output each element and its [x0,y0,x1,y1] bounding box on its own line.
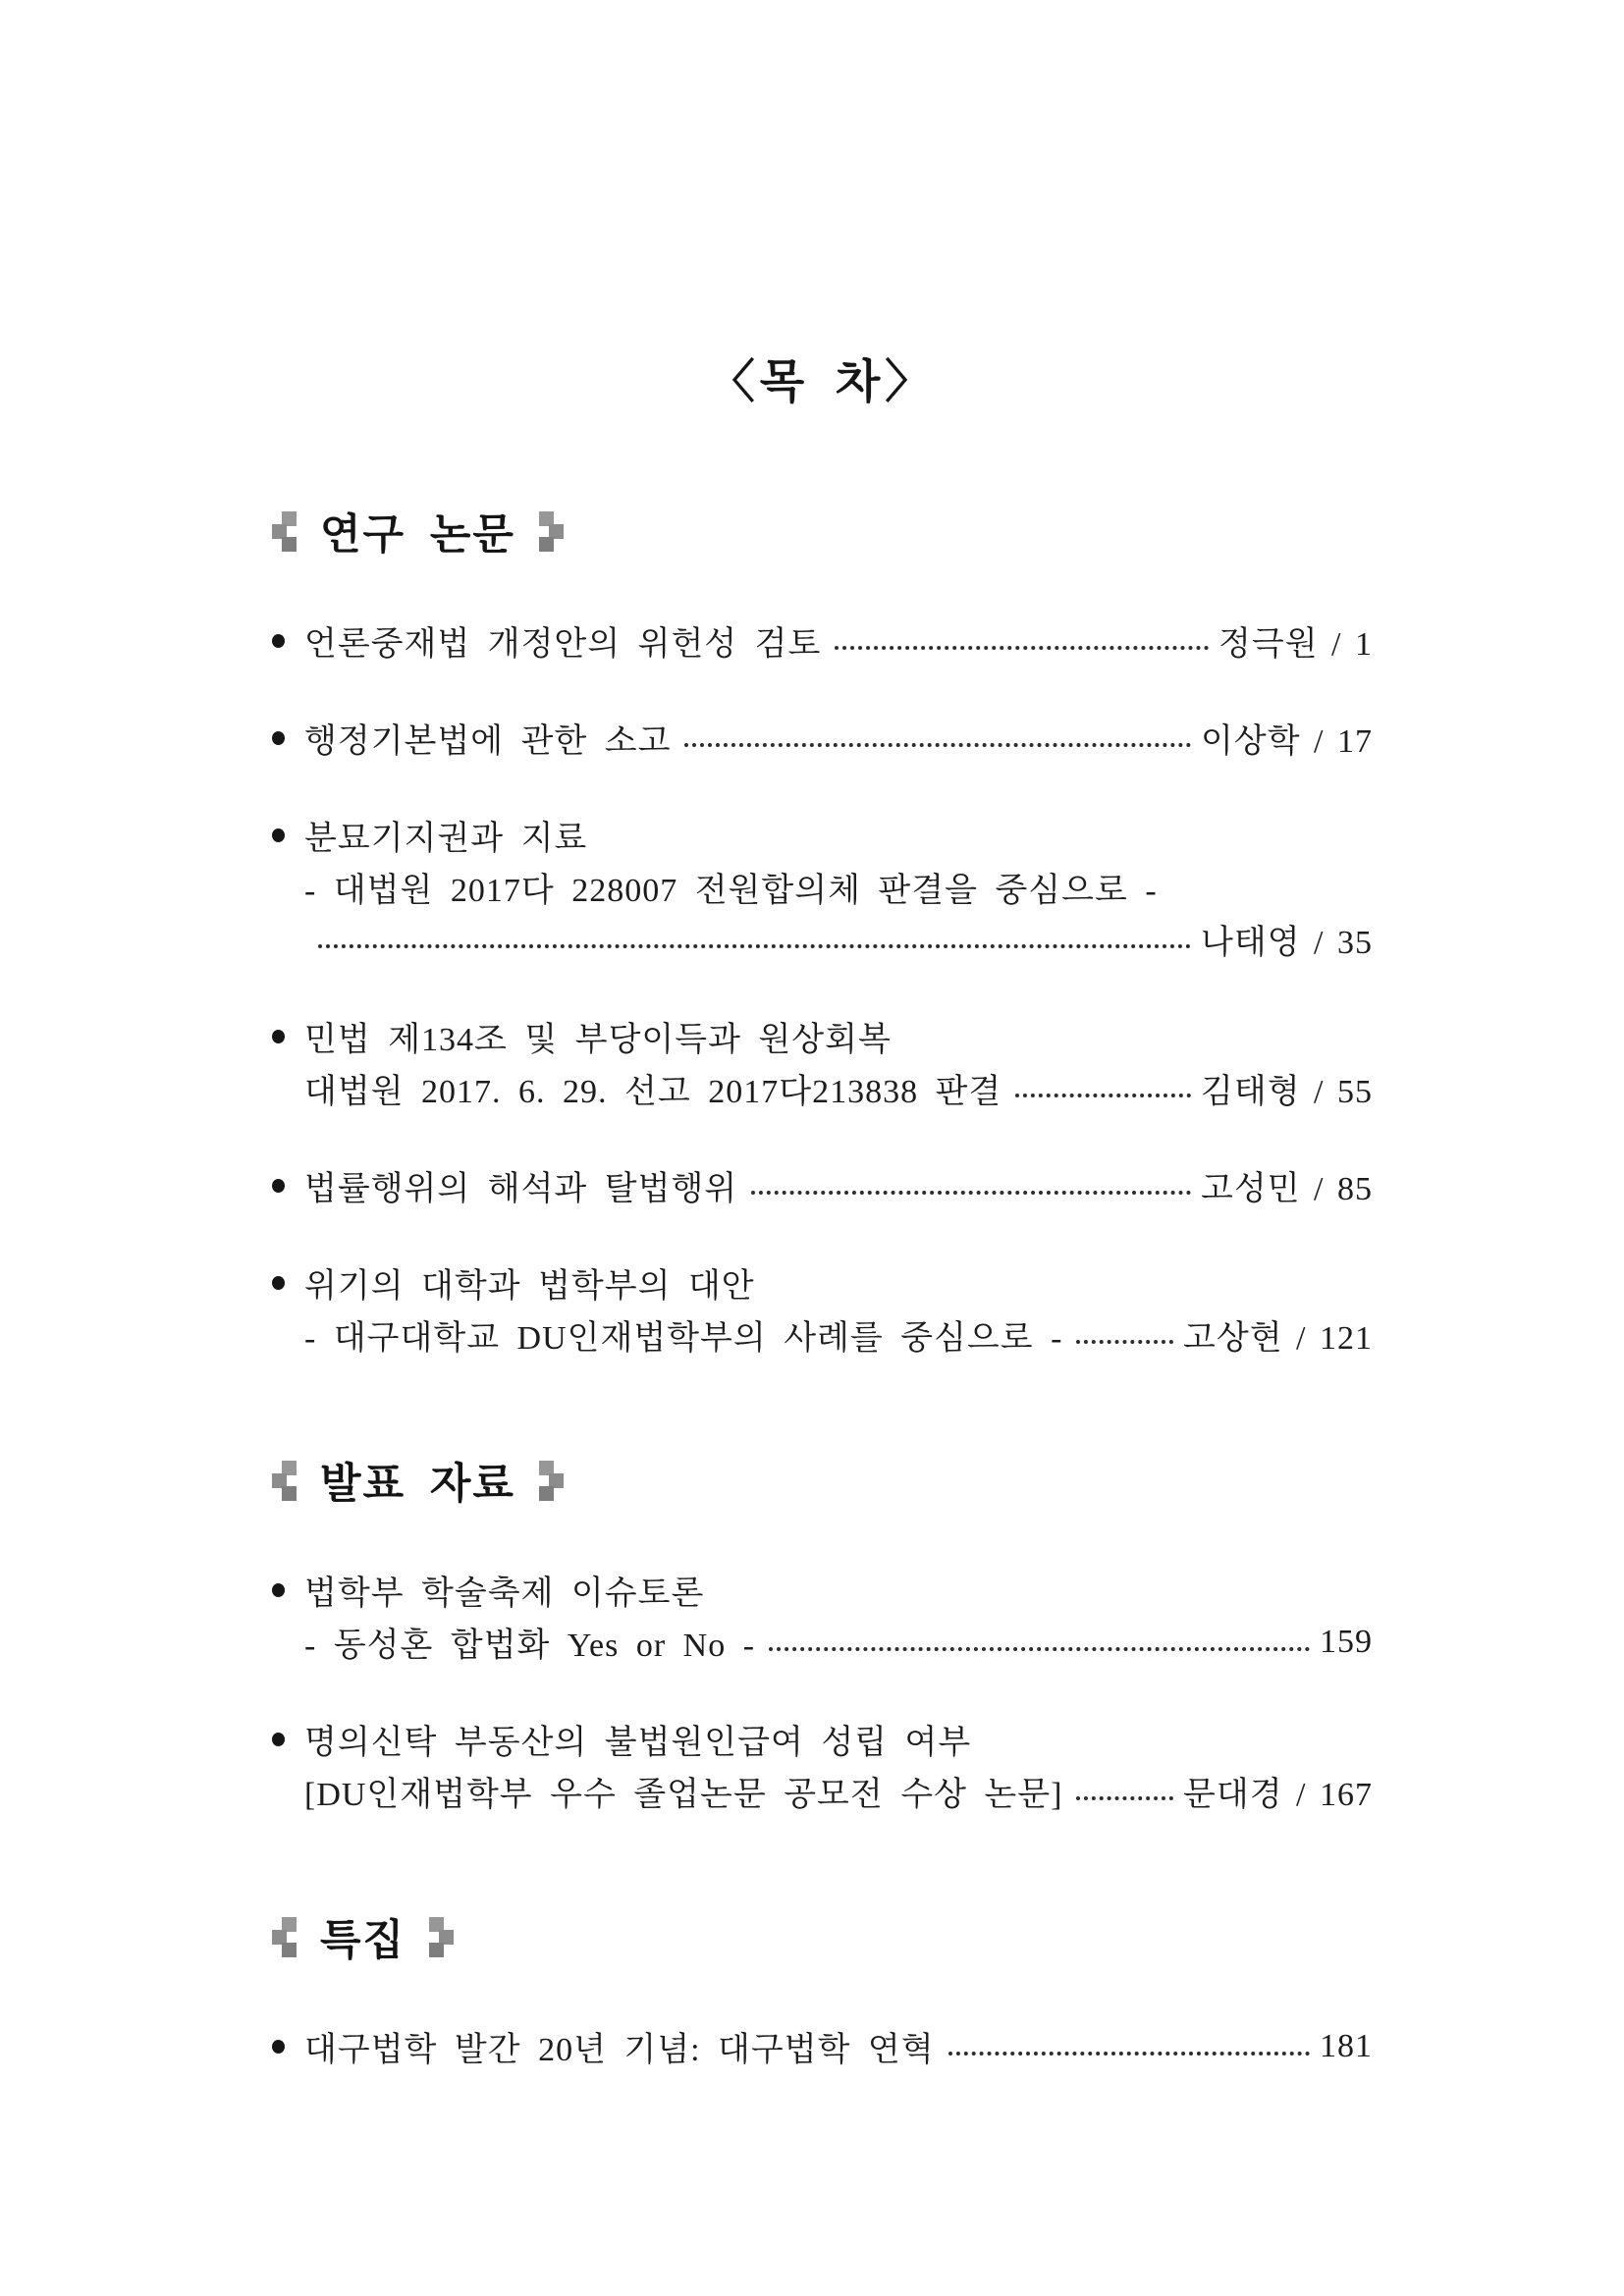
toc-entry-line [272,861,1373,913]
section-header-special [272,1907,1373,1967]
entry-title: 행정기본법에 관한 소고 [304,723,672,760]
leader-dots [1076,1340,1173,1344]
entry-subtitle: - 대구대학교 DU인재법학부의 사례를 중심으로 - [304,1320,1063,1357]
bullet-icon [272,1030,285,1043]
leader-dots [835,646,1209,650]
section-header-research-papers [272,502,1373,561]
section-label: 발표 자료 [320,1462,515,1508]
toc-entry-line [272,809,1373,861]
toc-entry [272,1713,1373,1817]
entry-author-page: 정극원 / 1 [1218,626,1373,663]
leader-dots [684,743,1191,747]
leader-dots [1076,1796,1173,1800]
toc-entry [272,712,1373,764]
entry-subtitle: - 동성혼 합법화 Yes or No - [304,1628,756,1664]
entry-page: 159 [1320,1623,1373,1660]
bullet-icon [272,634,285,648]
toc-entry [272,1564,1373,1668]
entry-subtitle: [DU인재법학부 우수 졸업논문 공모전 수상 논문] [304,1777,1063,1813]
leader-dots [318,944,1191,948]
toc-entry-line [272,1616,1373,1668]
toc-entry-line [272,1159,1373,1211]
toc-entry-line [272,614,1373,667]
entry-author-page: 고성민 / 85 [1201,1171,1373,1207]
entry-title: 분묘기지권과 지료 [304,821,588,857]
bullet-icon [272,731,285,745]
toc-entry-line [272,1010,1373,1062]
bullet-icon [272,1276,285,1290]
leader-dots [769,1647,1310,1651]
section-ornament-left-icon [272,1461,297,1502]
section-label: 연구 논문 [320,512,515,559]
section-ornament-right-icon [539,1461,564,1502]
section-label: 특집 [320,1918,406,1964]
entry-title: 언론중재법 개정안의 위헌성 검토 [304,626,822,663]
leader-dots [948,2052,1310,2056]
leader-dots [1015,1094,1191,1097]
toc-entry [272,809,1373,965]
entry-title: 민법 제134조 및 부당이득과 원상회복 [304,1022,892,1058]
entry-author-page: 문대경 / 167 [1183,1777,1373,1813]
entry-title: 법률행위의 해석과 탈법행위 [304,1171,738,1207]
entry-title: 대구법학 발간 20년 기념: 대구법학 연혁 [304,2032,935,2068]
toc-entry-line [272,1713,1373,1765]
entry-subtitle: - 대법원 2017다 228007 전원합의체 판결을 중심으로 - [304,873,1158,909]
bullet-icon [272,2040,285,2054]
toc-entry-line [272,1062,1373,1114]
entry-author-page: 나태영 / 35 [1201,925,1373,961]
toc-entry-line [272,1256,1373,1308]
toc-entry-line [272,1564,1373,1616]
page-title: 〈목 차〉 [708,357,937,408]
bullet-icon [272,1733,285,1746]
entry-title: 위기의 대학과 법학부의 대안 [304,1268,755,1305]
toc-entry [272,2020,1373,2072]
section-ornament-right-icon [539,511,564,553]
bullet-icon [272,828,285,842]
entry-subtitle: 대법원 2017. 6. 29. 선고 2017다213838 판결 [304,1074,1002,1110]
section-header-presentations [272,1451,1373,1511]
section-ornament-right-icon [429,1917,454,1958]
toc-entry-line [272,712,1373,764]
bullet-icon [272,1583,285,1597]
entry-title: 법학부 학술축제 이슈토론 [304,1575,705,1612]
toc-entry [272,614,1373,667]
entry-author-page: 고상현 / 121 [1183,1320,1373,1357]
toc-entry-line [272,1765,1373,1817]
entry-author-page: 이상학 / 17 [1201,723,1373,760]
toc-entry [272,1010,1373,1114]
section-ornament-left-icon [272,511,297,553]
bullet-icon [272,1179,285,1193]
section-ornament-left-icon [272,1917,297,1958]
toc-entry-line [272,1308,1373,1361]
entry-title: 명의신탁 부동산의 불법원인급여 성립 여부 [304,1725,972,1761]
entry-page: 181 [1320,2027,1373,2064]
toc-entry-line [272,913,1373,965]
leader-dots [751,1191,1191,1195]
entry-author-page: 김태형 / 55 [1201,1074,1373,1110]
toc-entry-line [272,2020,1373,2072]
toc-entry [272,1159,1373,1211]
toc-entry [272,1256,1373,1361]
